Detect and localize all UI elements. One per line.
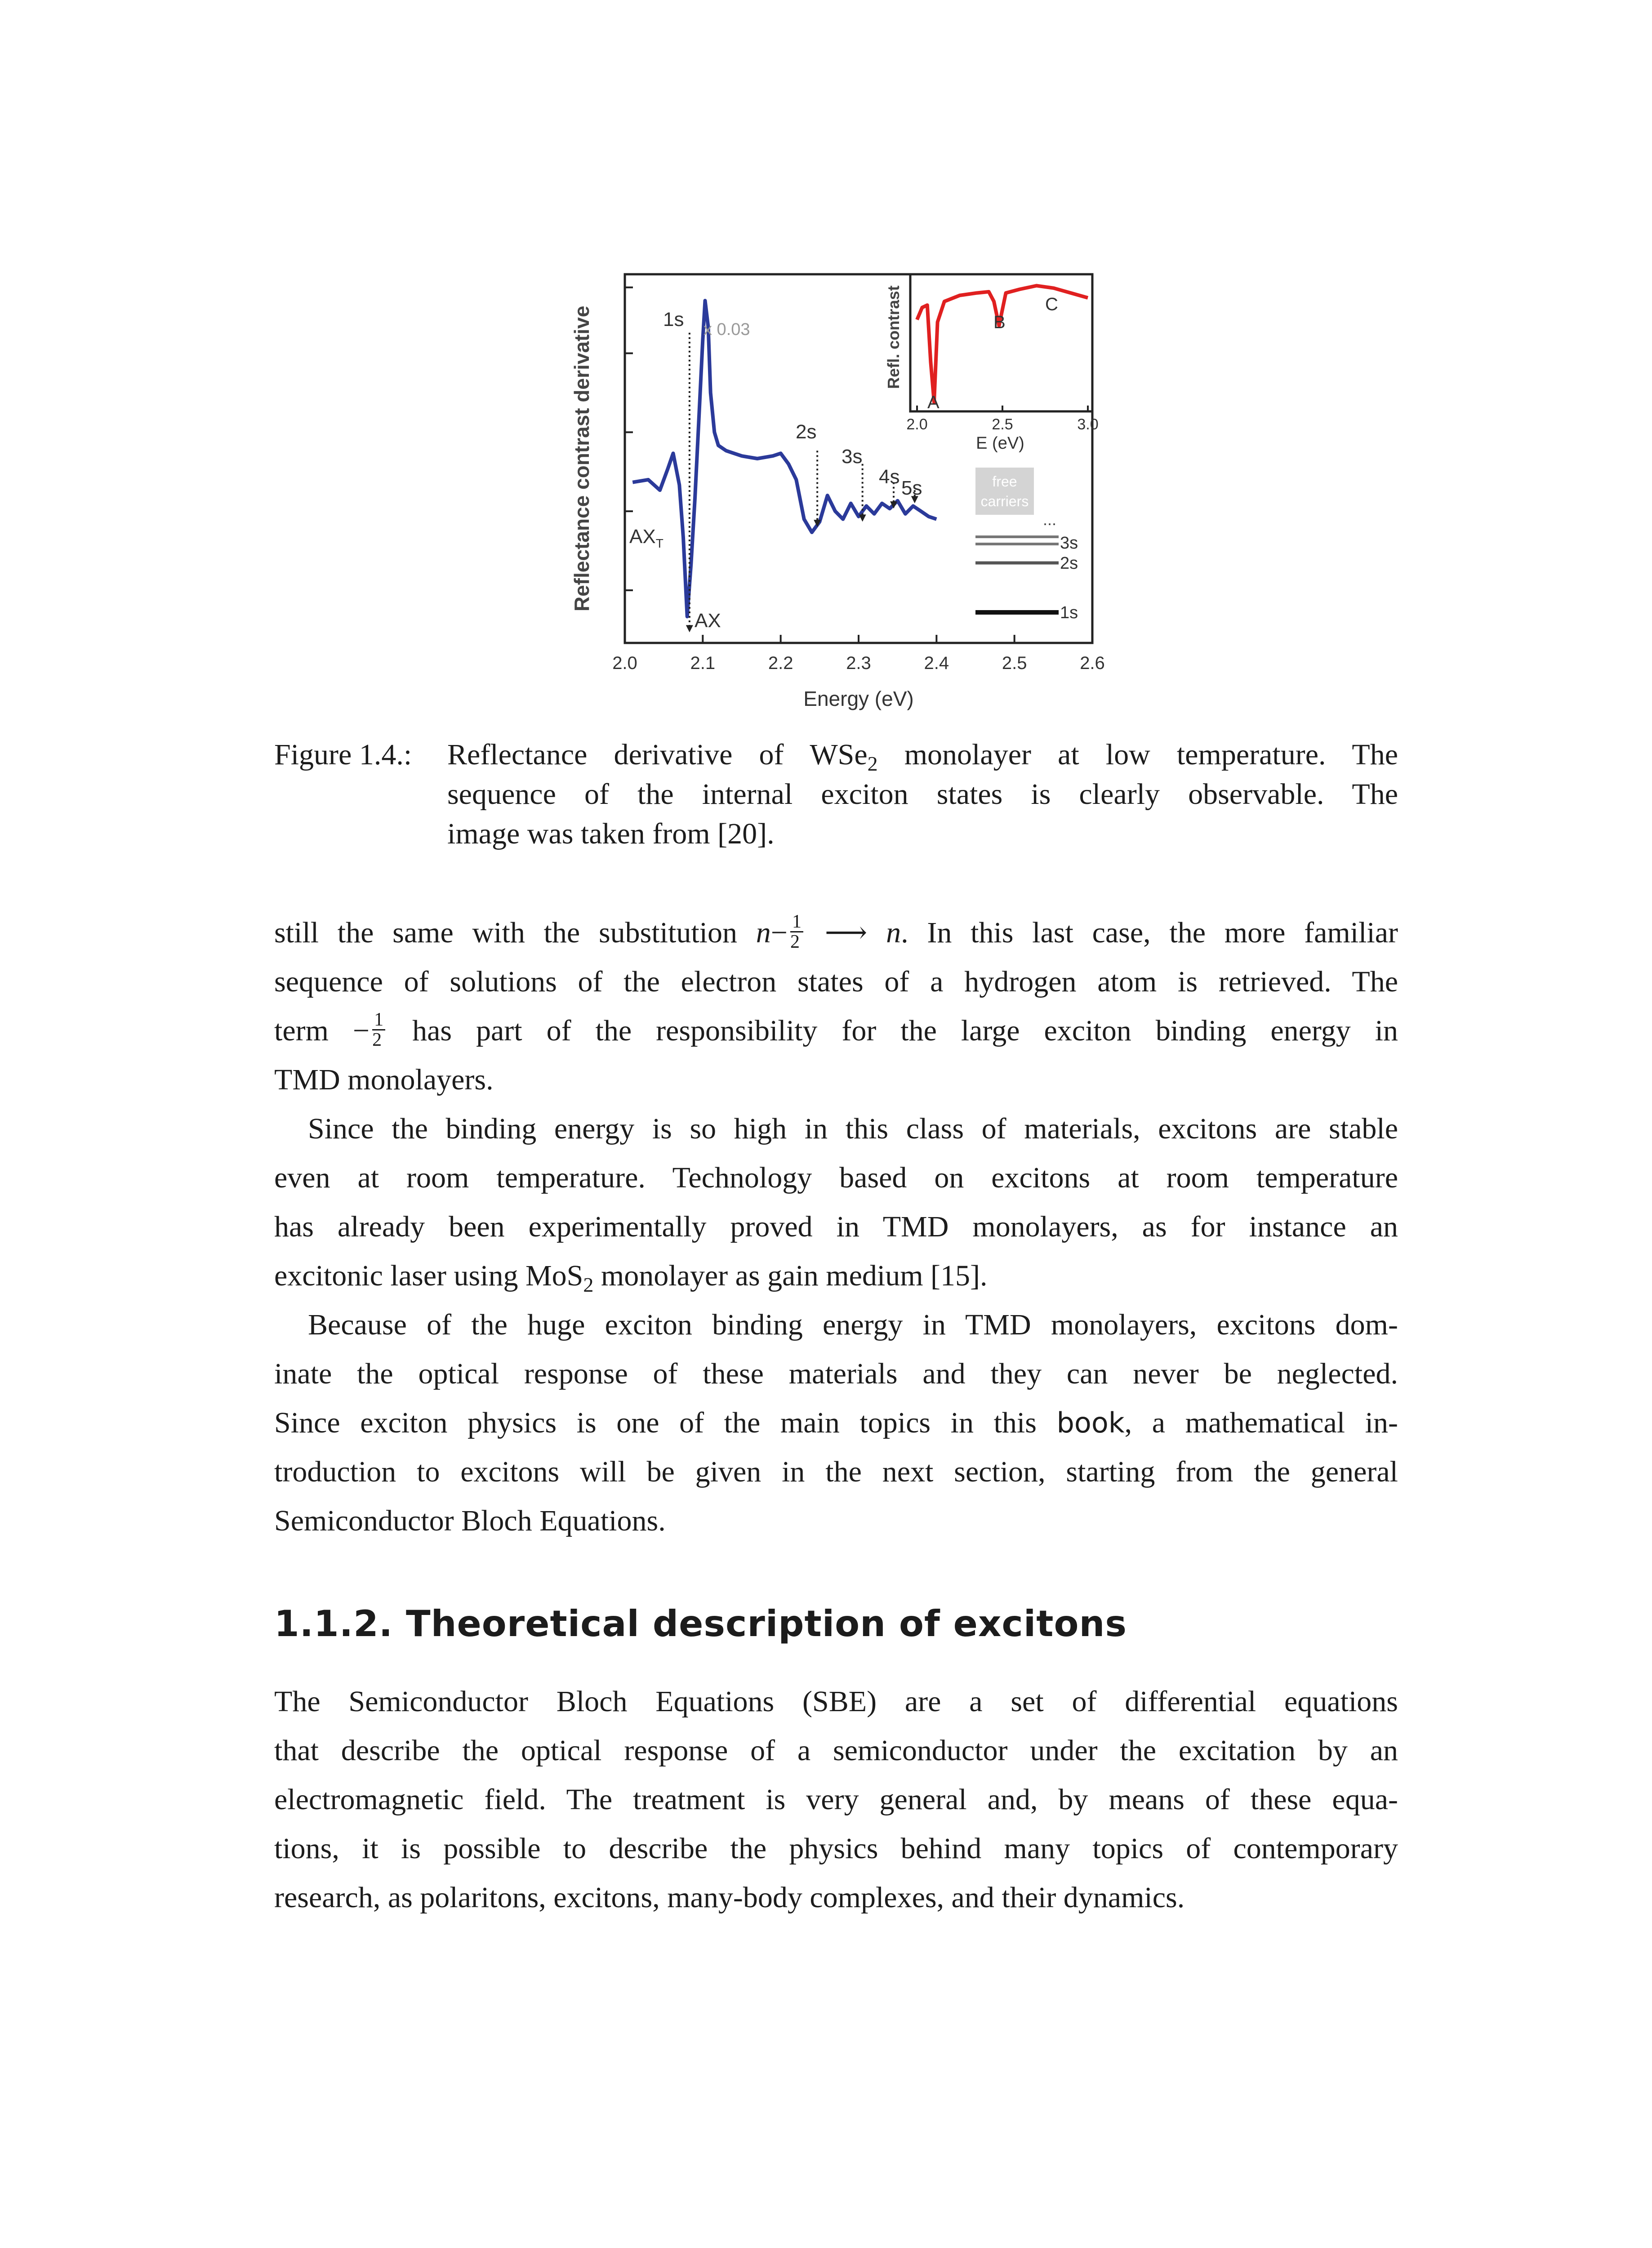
text-line: research, as polaritons, excitons, many-body complexes, and their dynamics.: [274, 1881, 1185, 1914]
x-tick-label: 2.5: [1002, 653, 1027, 673]
text-line: tions, it is possible to describe the physics behind many topics of contemporary: [274, 1832, 1398, 1865]
text-line: Since exciton physics is one of the main topics in this book, a mathematical in-: [274, 1406, 1398, 1439]
arrow-head-3s: [859, 514, 866, 522]
text-line: that describe the optical response of a semiconductor under the excitation by an: [274, 1734, 1398, 1767]
section-body: [274, 1677, 1398, 1922]
caption-line: sequence of the internal exciton states is clearly observable. The: [447, 778, 1398, 811]
main-x-ticks: [612, 635, 1105, 673]
inset-label-c: C: [1045, 294, 1058, 314]
caption-line: image was taken from [20].: [447, 817, 775, 850]
caption-line: Reflectance derivative of WSe$_2$ monolayer at low temperature. The: [447, 738, 1398, 776]
text-line: Because of the huge exciton binding energy in TMD monolayers, excitons dom-: [308, 1308, 1398, 1341]
x-tick-label: 2.0: [612, 653, 637, 673]
inset-y-axis-label: Refl. contrast: [884, 285, 903, 389]
text-line: electromagnetic field. The treatment is very general and, by means of these equa-: [274, 1783, 1398, 1816]
main-y-axis-label: Reflectance contrast derivative: [570, 305, 593, 612]
figure-label: Figure 1.4.:: [274, 738, 412, 771]
inset-label-a: A: [927, 393, 940, 412]
x-tick-label: 2.1: [690, 653, 716, 673]
paragraph-4: [274, 1677, 1398, 1922]
paragraph-3: [274, 1300, 1398, 1545]
inset-x-axis-label: E (eV): [976, 434, 1024, 453]
arrow-head-1s: [686, 625, 693, 632]
inset-label-b: B: [993, 312, 1006, 332]
free-carriers-label-2: carriers: [980, 493, 1029, 509]
text-line: term − $\frac{1}{2}$ has part of the responsibility for the large exciton binding energy in: [274, 1009, 1398, 1051]
label-ax: AX: [695, 610, 721, 632]
text-line: even at room temperature. Technology based on excitons at room temperature: [274, 1161, 1398, 1194]
inset-x-tick-label: 3.0: [1077, 416, 1099, 433]
label-5s: 5s: [901, 477, 922, 499]
text-line: Semiconductor Bloch Equations.: [274, 1504, 666, 1537]
label-x003: x 0.03: [704, 320, 750, 339]
inset-x-tick-label: 2.5: [992, 416, 1013, 433]
text-line: excitonic laser using MoS$_2$ monolayer as gain medium [15].: [274, 1259, 988, 1297]
level-1s-label: 1s: [1060, 603, 1078, 622]
body-paragraphs: [274, 908, 1398, 1545]
free-carriers-label: free: [992, 473, 1017, 490]
section-heading: 1.1.2. Theoretical description of excitons: [274, 1603, 1127, 1645]
paragraph-2: [274, 1104, 1398, 1300]
figure-caption-text: [447, 735, 1398, 854]
text-line: Since the binding energy is so high in this class of materials, excitons are stable: [308, 1112, 1398, 1145]
text-line: troduction to excitons will be given in the next section, starting from the general: [274, 1455, 1398, 1488]
label-4s: 4s: [879, 466, 900, 488]
level-3s-label: 3s: [1060, 534, 1078, 553]
x-tick-label: 2.4: [924, 653, 949, 673]
label-axt: $AX_T$: [629, 526, 663, 550]
main-x-axis-label: Energy (eV): [803, 687, 914, 710]
fraction-one-half: $\frac{1}{2}$: [790, 912, 803, 951]
label-2s: 2s: [796, 421, 817, 443]
paragraph-1: [274, 908, 1398, 1104]
reflectance-figure: [562, 256, 1124, 724]
label-3s: 3s: [842, 446, 863, 468]
text-line: The Semiconductor Bloch Equations (SBE) are a set of differential equations: [274, 1685, 1398, 1718]
x-tick-label: 2.2: [768, 653, 793, 673]
text-line: has already been experimentally proved in TMD monolayers, as for instance an: [274, 1210, 1398, 1243]
text-line: inate the optical response of these materials and they can never be neglected.: [274, 1357, 1398, 1390]
text-line: still the same with the substitution n− $\frac{1}{2}$ ⟶ n. In this last case, the more familiar: [274, 911, 1398, 953]
x-tick-label: 2.6: [1080, 653, 1105, 673]
text-line: TMD monolayers.: [274, 1063, 494, 1096]
text-line: sequence of solutions of the electron states of a hydrogen atom is retrieved. The: [274, 965, 1398, 998]
levels-ellipsis: ...: [1042, 510, 1057, 529]
inset-x-tick-label: 2.0: [906, 416, 928, 433]
fraction-one-half: $\frac{1}{2}$: [372, 1010, 385, 1049]
level-2s-label: 2s: [1060, 554, 1078, 573]
x-tick-label: 2.3: [846, 653, 871, 673]
label-1s: 1s: [663, 308, 684, 330]
